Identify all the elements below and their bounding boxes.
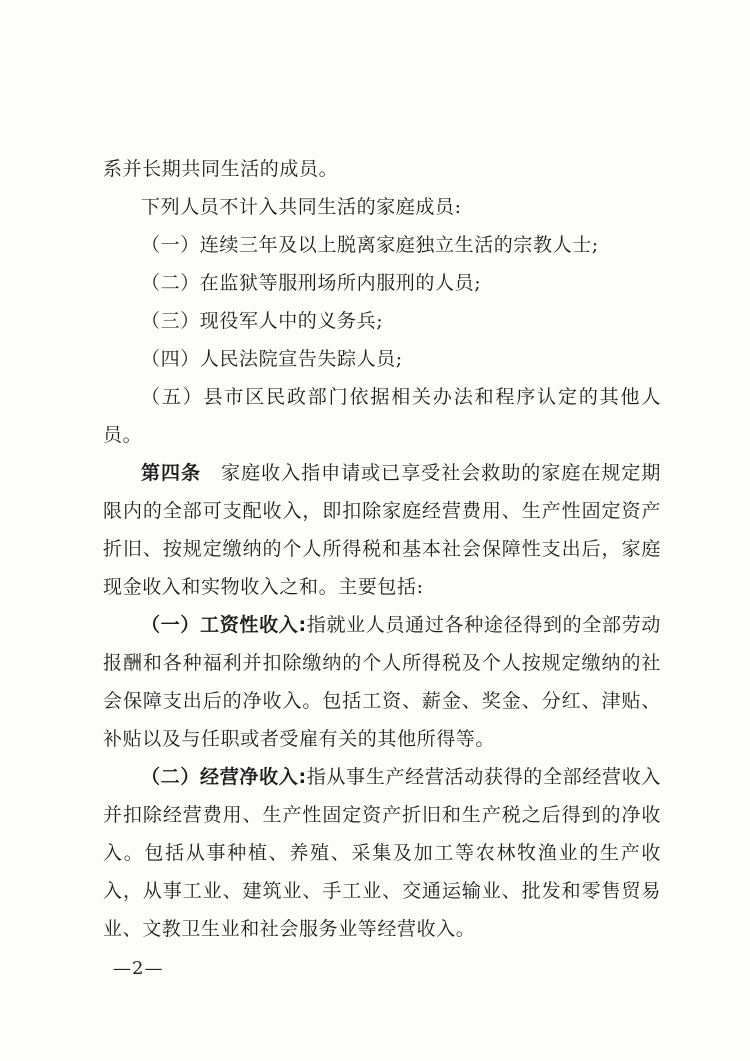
document-body [103,150,661,948]
excluded-title: 下列人员不计入共同生活的家庭成员: [141,196,462,218]
income-item-heading: （二）经营净收入: [141,766,307,788]
income-item-wage [103,606,661,758]
income-item-body: 指从事生产经营活动获得的全部经营收入并扣除经营费用、生产性固定资产折旧和生产税之后得到的净收入。包括从事种植、养殖、采集及加工等农林牧渔业的生产收入，从事工业、建筑业、手工业、交通运输业、批发和零售贸易业、文教卫生业和社会服务业等经营收入。 [103,766,661,940]
income-item-body: 指就业人员通过各种途径得到的全部劳动报酬和各种福利并扣除缴纳的个人所得税及个人按规定缴纳的社会保障支出后的净收入。包括工资、薪金、奖金、分红、津贴、补贴以及与任职或者受雇有关的其他所得等。 [103,614,661,750]
excluded-item: （三）现役军人中的义务兵; [141,310,384,332]
excluded-item: （四）人民法院宣告失踪人员; [141,348,403,370]
paragraph-intro: 系并长期共同生活的成员。 [103,158,339,180]
excluded-item: （二）在监狱等服刑场所内服刑的人员; [141,272,482,294]
article-4-heading: 第四条 [141,462,202,484]
article-4 [103,454,661,606]
income-item-business [103,758,661,948]
income-item-heading: （一）工资性收入: [141,614,307,636]
article-4-body: 家庭收入指申请或已享受社会救助的家庭在规定期限内的全部可支配收入，即扣除家庭经营费用、生产性固定资产折旧、按规定缴纳的个人所得税和基本社会保障性支出后，家庭现金收入和实物收入之和。主要包括: [103,462,661,598]
page-number: —2— [113,958,164,979]
excluded-item: （一）连续三年及以上脱离家庭独立生活的宗教人士; [141,234,599,256]
excluded-item: （五）县市区民政部门依据相关办法和程序认定的其他人员。 [103,386,661,446]
